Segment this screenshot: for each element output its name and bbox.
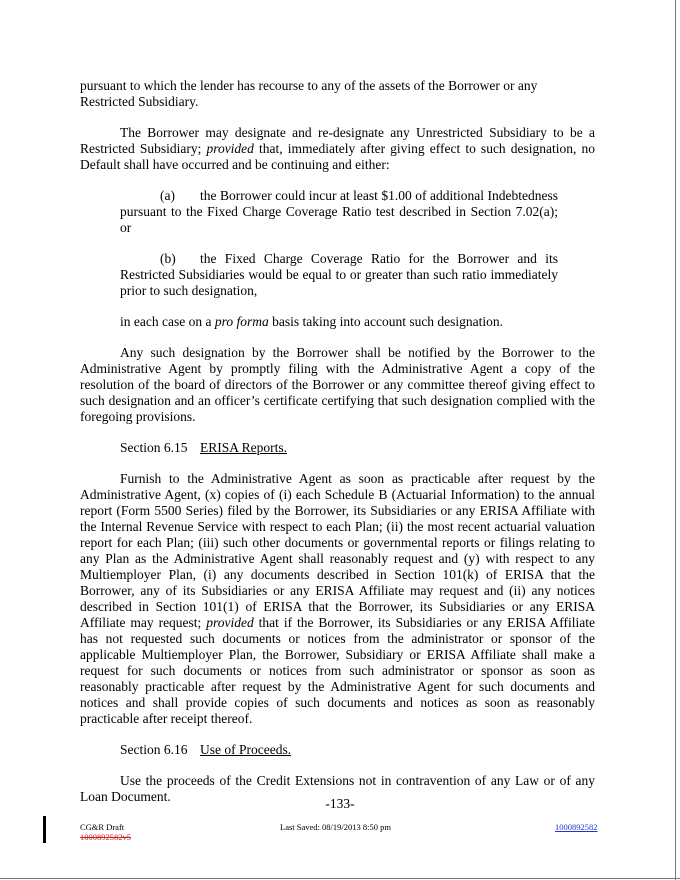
footer-left	[80, 822, 131, 842]
section-heading-6-15	[120, 440, 595, 456]
page-number: -133-	[325, 796, 355, 811]
paragraph-designation: The Borrower may designate and re-designate any Unrestricted Subsidiary to be a Restricted Subsidiary; provided that, immediately after giving effect to such designation, no Default shall have occurred and be continuing and either:	[80, 125, 595, 172]
list-item-a-number: (a)	[160, 188, 175, 203]
paragraph-use-of-proceeds: Use the proceeds of the Credit Extensions not in contravention of any Law or of any Loan Document.	[80, 773, 595, 804]
paragraph-continuation: pursuant to which the lender has recourse to any of the assets of the Borrower or any Restricted Subsidiary.	[80, 78, 538, 109]
page-edge-bottom	[0, 878, 680, 879]
list-item-a	[120, 188, 558, 236]
footer-deleted-doc-id: 1000892582v5	[80, 832, 131, 842]
list-item-b-text: the Fixed Charge Coverage Ratio for the Borrower and its Restricted Subsidiaries would be equal to or greater than such ratio immediately prior to such designation,	[120, 251, 558, 298]
paragraph-erisa: Furnish to the Administrative Agent as soon as practicable after request by the Administrative Agent, (x) copies of (i) each Schedule B (Actuarial Information) to the annual report (Form 5500 Series) filed by the Borrower, its Subsidiaries or any ERISA Affiliate with the Internal Revenue Service with respect to each Plan; (ii) the most recent actuarial valuation report for each Plan; (iii) such other documents or governmental reports or filings relating to any Plan as the Administrative Agent shall reasonably request and (y) with respect to any Multiemployer Plan, (i) any documents described in Section 101(k) of ERISA that the Borrower, any of its Subsidiaries or any ERISA Affiliate may request and (ii) any notices described in Section 101(1) of ERISA that the Borrower, its Subsidiaries or any ERISA Affiliate may request; provided that if the Borrower, its Subsidiaries or any ERISA Affiliate has not requested such documents or notices from the administrator or sponsor of the applicable Multiemployer Plan, the Borrower, Subsidiary or ERISA Affiliate shall make a request for such documents or notices from such administrator or sponsor as soon as reasonably practicable after request by the Administrative Agent for such documents and notices and shall provide copies of such documents and notices as soon as reasonably practicable after receipt thereof.	[80, 471, 595, 726]
footer-last-saved: Last Saved: 08/19/2013 8:50 pm	[280, 822, 391, 832]
list-item-b	[120, 251, 558, 299]
revision-change-bar	[43, 816, 46, 843]
paragraph-notification: Any such designation by the Borrower shall be notified by the Borrower to the Administrative Agent by promptly filing with the Administrative Agent a copy of the resolution of the board of directors of the Borrower or any committee thereof giving effect to such designation and an officer’s certificate certifying that such designation complied with the foregoing provisions.	[80, 345, 595, 424]
section-title: ERISA Reports.	[200, 440, 288, 455]
footer-draft-label: CG&R Draft	[80, 822, 125, 832]
list-item-b-number: (b)	[160, 251, 176, 266]
section-number: Section 6.15	[120, 440, 188, 455]
section-number: Section 6.16	[120, 742, 188, 757]
paragraph-pro-forma: in each case on a pro forma basis taking into account such designation.	[120, 314, 504, 329]
section-title: Use of Proceeds.	[200, 742, 292, 757]
section-heading-6-16	[120, 742, 595, 758]
list-item-a-text: the Borrower could incur at least $1.00 of additional Indebtedness pursuant to the Fixed Charge Coverage Ratio test described in Section 7.02(a); or	[120, 188, 558, 235]
document-body	[80, 78, 595, 820]
footer-doc-id-link[interactable]: 1000892582	[555, 822, 598, 832]
page-edge-right	[675, 0, 676, 880]
